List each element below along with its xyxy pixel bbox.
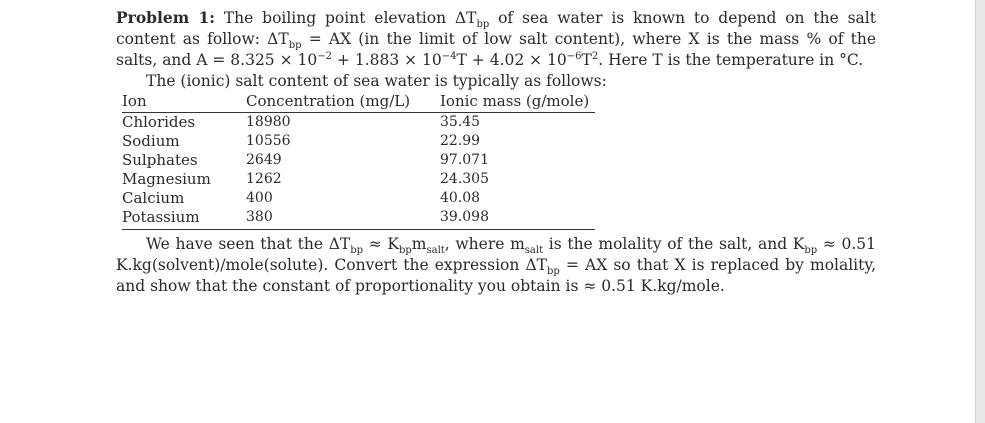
subscript-bp: bp (476, 19, 490, 31)
cell-concentration: 10556 (246, 133, 291, 149)
cell-ionic-mass: 97.071 (440, 152, 489, 168)
problem-statement (116, 7, 876, 71)
task-text: = AX so that X is replaced by molality, and show that the constant of proportionality you obtain is ≈ 0.51 K.kg/mole. (116, 256, 876, 295)
page-edge (975, 0, 985, 423)
cell-ionic-mass: 22.99 (440, 133, 481, 149)
exponent: −6 (566, 50, 582, 62)
salt-table-container (122, 92, 646, 230)
cell-concentration: 18980 (246, 114, 291, 130)
table-row (122, 208, 595, 230)
table-row (122, 170, 595, 189)
cell-concentration: 1262 (246, 171, 282, 187)
table-row (122, 151, 595, 170)
problem-text: T + 4.02 × 10 (456, 51, 567, 69)
subscript-bp: bp (288, 40, 302, 52)
table-row (122, 113, 595, 133)
cell-concentration: 400 (246, 190, 273, 206)
cell-ion: Magnesium (122, 170, 211, 188)
table-intro: The (ionic) salt content of sea water is typically as follows: (146, 72, 607, 90)
subscript-bp: bp (804, 245, 818, 257)
cell-ionic-mass: 39.098 (434, 208, 595, 230)
problem-document (116, 7, 876, 297)
cell-ion: Potassium (122, 208, 236, 230)
table-header-row (122, 92, 595, 113)
task-text: , where m (444, 235, 525, 253)
task-text: m (411, 235, 427, 253)
problem-text: T (581, 51, 592, 69)
cell-ionic-mass: 40.08 (440, 190, 481, 206)
subscript-salt: salt (426, 245, 445, 257)
header-concentration: Concentration (mg/L) (236, 92, 434, 113)
exponent: −2 (317, 50, 332, 62)
table-row (122, 132, 595, 151)
header-ionic-mass: Ionic mass (g/mole) (434, 92, 595, 113)
cell-ion: Sulphates (122, 151, 198, 169)
task-paragraph (116, 234, 876, 297)
problem-text: . Here T is the temperature in °C. (598, 51, 864, 69)
exponent: 2 (591, 50, 599, 62)
subscript-bp: bp (547, 266, 560, 278)
problem-heading: Problem 1: (116, 8, 215, 27)
header-ion: Ion (122, 92, 236, 113)
problem-text: of sea water is known to depend on the salt content as follow: ΔT (116, 9, 876, 48)
subscript-salt: salt (524, 245, 544, 257)
task-text: ≈ 0.51 K.kg(solvent)/mole(solute). Convert the expression ΔT (116, 235, 877, 274)
cell-ionic-mass: 24.305 (440, 171, 489, 187)
task-text: ≈ K (363, 235, 399, 253)
subscript-bp: bp (398, 245, 412, 257)
cell-ion: Chlorides (122, 113, 196, 131)
problem-text: + 1.883 × 10 (332, 51, 442, 69)
task-text: We have seen that the ΔT (146, 235, 351, 253)
salt-content-table (122, 92, 595, 230)
problem-text: = AX (in the limit of low salt content), where X is the mass % of the salts, and A = 8.325 × 10 (116, 30, 876, 69)
task-text: is the molality of the salt, and K (543, 235, 805, 253)
cell-ionic-mass: 35.45 (440, 114, 481, 130)
problem-text: The boiling point elevation ΔT (223, 9, 477, 27)
cell-concentration: 2649 (246, 152, 282, 168)
table-row (122, 189, 595, 208)
cell-concentration: 380 (236, 208, 434, 230)
cell-ion: Calcium (122, 189, 185, 207)
exponent: −4 (441, 50, 457, 62)
subscript-bp: bp (350, 245, 364, 257)
cell-ion: Sodium (122, 132, 180, 150)
